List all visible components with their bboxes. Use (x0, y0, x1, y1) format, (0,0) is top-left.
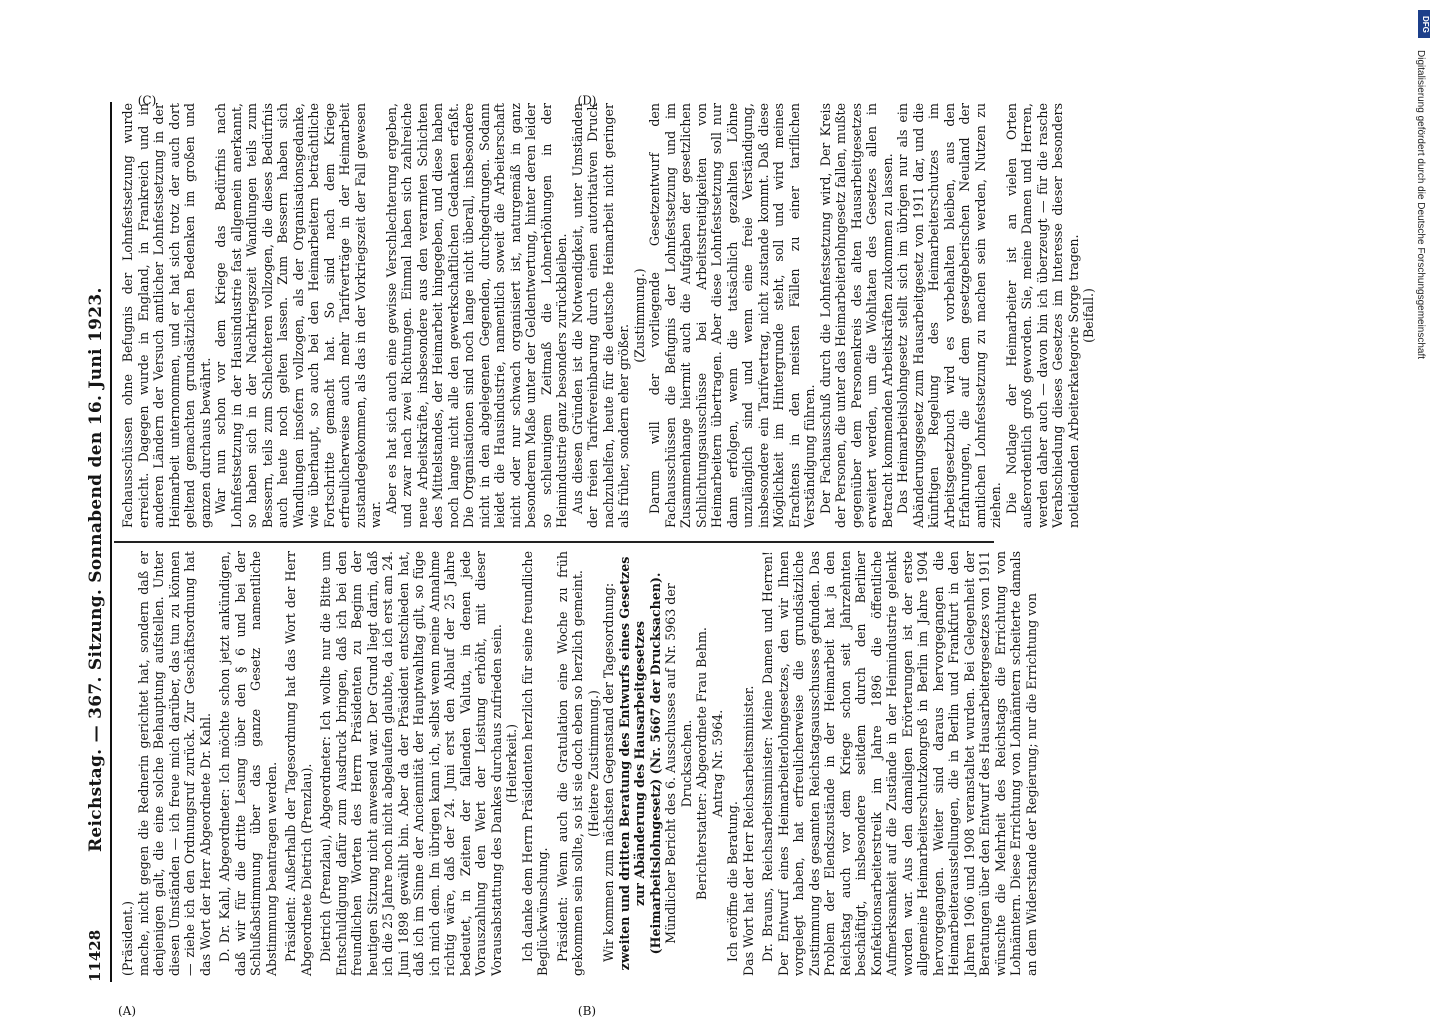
paragraph: Aus diesen Gründen ist die Notwendigkeit, unter Umständen der freien Tarifvereinbarung durch einen autoritativen Druck nachzuhelfen, heute für die deutsche Heimarbeit nicht geringer als früher, sondern eher größer. (569, 103, 631, 528)
paragraph: War nun schon vor dem Kriege das Bedürfnis nach Lohnfestsetzung in der Hausindustrie fast allgemein anerkannt, so haben sich in der Nachkriegszeit Wandlungen teils zum Bessern, teils zum Schlechteren vollzogen, die dieses Bedürfnis auch heute noch gelten lassen. Zum Bessern haben sich Wandlungen insofern vollzogen, als der Organisationsgedanke, wie überhaupt, so auch bei den Heimarbeitern beträchtliche Fortschritte gemacht hat. So sind nach dem Kriege erfreulicherweise auch mehr Tarifverträge in der Heimarbeit zustandegekommen, als das in der Vorkriegszeit der Fall gewesen war. (213, 103, 383, 528)
page-title: Reichstag. — 367. Sitzung. Sonnabend den 16. Juni 1923. (86, 287, 106, 852)
paragraph: D. Dr. Kahl, Abgeordneter: Ich möchte schon jetzt ankündigen, daß wir für die dritte Lesung über den § 6 und bei der Schlußabstimmung über das ganze Gesetz namentliche Abstimmung beantragen werden. (217, 551, 279, 976)
page-header (82, 102, 112, 982)
paragraph: Die Notlage der Heimarbeiter ist an vielen Orten außerordentlich groß geworden. Sie, meine Damen und Herren, werden daher auch — davon bin ich überzeugt — für die rasche Verabschiedung dieses Gesetzes im Interesse dieser besonders notleidenden Arbeiterkategorie Sorge tragen. (1003, 103, 1081, 528)
right-column (120, 103, 1097, 528)
reaction-note: (Heiterkeit.) (504, 724, 519, 803)
paragraph: Antrag Nr. 5964. (709, 709, 725, 818)
paragraph: Das Heimarbeitslohngesetz stellt sich im übrigen nur als ein Abänderungsgesetz zum Hausarbeitgesetz von 1911 dar, und die künftigen Regelung des Heimarbeiterschutzes im Arbeitsgesetzbuch wird es vorbehalten bleiben, aus den Erfahrungen, die auf dem gesetzgeberischen Neuland der amtlichen Lohnfestsetzung zu machen sein werden, Nutzen zu ziehen. (895, 103, 1003, 528)
paragraph: Das Wort hat der Herr Reichsarbeitsminister. (740, 685, 756, 976)
left-column (120, 551, 1039, 976)
paragraph: Wir kommen zum nächsten Gegenstand der Tagesordnung: (601, 582, 616, 962)
paragraph: Präsident: Wenn auch die Gratulation eine Woche zu früh gekommen sein sollte, so ist sie doch eben so herzlich gemeint. (554, 551, 585, 976)
paragraph: Darum will der vorliegende Gesetzentwurf den Fachausschüssen die Befugnis der Lohnfestsetzung und im Zusammenhange hiermit auch die Aufgaben der gesetzlichen Schlichtungsausschüsse bei Arbeitsstreitigkeiten von Heimarbeitern übertragen. Aber diese Lohnfestsetzung soll nur dann erfolgen, wenn die tatsächlich gezahlten Löhne unzulänglich sind und wenn eine freie Verständigung, insbesondere ein Tarifvertrag, nicht zustande kommt. Daß diese Möglichkeit im Hintergrunde steht, soll und wird meines Erachtens in den meisten Fällen zu einer tariflichen Verständigung führen. (647, 103, 817, 528)
margin-mark-d: (D) (577, 93, 597, 108)
paragraph: Dr. Brauns, Reichsarbeitsminister: Meine Damen und Herren! Der Entwurf eines Heimarbeiterlohngesetzes, den wir Ihnen vorgelegt haben, hat erfreulicherweise die grundsätzliche Zustimmung des gesamten Reichstagsausschusses gefunden. Das Problem der Elendszustände in der Heimarbeit hat ja den Reichstag auch vor dem Kriege schon seit Jahrzehnten beschäftigt, insbesondere seitdem durch den Berliner Konfektionsarbeiterstreik im Jahre 1896 die öffentliche Aufmerksamkeit auf die Zustände in der Heimindustrie gelenkt worden war. Aus den damaligen Erörterungen ist der erste allgemeine Heimarbeiterschutzkongreß in Berlin im Jahre 1904 hervorgegangen. Weiter sind daraus hervorgegangen die Heimarbeiterausstellungen, die in Berlin und Frankfurt in den Jahren 1906 und 1908 veranstaltet wurden. Bei Gelegenheit der Beratungen über den Entwurf des Hausarbeitergesetzes von 1911 wünschte die Mehrheit des Reichstags die Errichtung von Lohnämtern. Diese Errichtung von Lohnämtern scheiterte damals an dem Widerstande der Regierung; nur die Errichtung von (760, 551, 1039, 976)
digitization-credit (1412, 10, 1430, 990)
column-divider (114, 541, 994, 543)
document-page (80, 90, 1096, 1018)
credit-text: Digitalisierung gefördert durch die Deutsche Forschungsgemeinschaft (1415, 50, 1426, 360)
paragraph: Aber es hat sich auch eine gewisse Verschlechterung ergeben, und zwar nach zwei Richtungen. Einmal haben sich zahlreiche neue Arbeitskräfte, insbesondere aus den verarmten Schichten des Mittelstandes, der Heimarbeit hingegeben, und diese haben noch lange nicht alle den gewerkschaftlichen Gedanken erfaßt. Die Organisationen sind noch lange nicht überall, insbesondere nicht in den abgelegenen Gegenden, durchgedrungen. Sodann leidet die Hausindustrie, namentlich soweit die Arbeiterschaft nicht oder nur schwach organisiert ist, naturgemäß in ganz besonderem Maße unter der Geldentwertung, hinter deren leider so schleunigem Zeitmaß die Lohnerhöhungen in der Heimindustrie ganz besonders zurückbleiben. (383, 103, 569, 528)
paragraph: Ich eröffne die Beratung. (725, 801, 740, 962)
paragraph: mache, nicht gegen die Rednerin gerichtet hat, sondern daß er denjenigen galt, die eine solche Behauptung aufstellen. Unter diesen Umständen — ich freue mich darüber, das tun zu können — ziehe ich den Ordnungsruf zurück. Zur Geschäftsordnung hat das Wort der Herr Abgeordnete Dr. Kahl. (135, 551, 213, 976)
dfg-logo: DFG (1418, 10, 1430, 38)
paragraph: Ich danke dem Herrn Präsidenten herzlich für seine freundliche Beglückwünschung. (519, 551, 550, 976)
margin-mark-c: (C) (137, 93, 157, 108)
paragraph: Mündlicher Bericht des 6. Ausschusses auf Nr. 5963 der Drucksachen. (663, 583, 694, 944)
paragraph: Fachausschüssen ohne Befugnis der Lohnfestsetzung wurde erreicht. Dagegen wurde in England, in Frankreich und in anderen Ländern der Versuch amtlicher Lohnfestsetzung in der Heimarbeit unternommen, und er hat sich trotz der auch dort geltend gemachten grundsätzlichen Bedenken im großen und ganzen durchaus bewährt. (120, 103, 213, 528)
paragraph: Berichterstatter: Abgeordnete Frau Behm. (694, 627, 709, 900)
reaction-note: (Zustimmung.) (631, 268, 647, 363)
paragraph: Dietrich (Prenzlau), Abgeordneter: Ich wollte nur die Bitte um Entschuldigung dafür zum Ausdruck bringen, daß ich bei den freundlichen Worten des Herrn Präsidenten zu Beginn der heutigen Sitzung nicht anwesend war. Der Grund liegt darin, daß ich die 25 Jahre noch nicht abgelaufen glaubte, da ich erst am 24. Juni 1898 gewählt bin. Aber da der Präsident entschieden hat, daß ich im Sinne der Anciennität der Hauptwahltag gilt, so füge ich mich dem. Im übrigen kann ich, selbst wenn meine Annahme richtig wäre, daß der 24. Juni erst den Ablauf der 25 Jahre bedeutet, in Zeiten der fallenden Valuta, in denen jede Vorauszahlung den Wert der Leistung erhöht, mit dieser Vorausabstattung des Dankes durchaus zufrieden sein. (318, 551, 504, 976)
reaction-note: (Heitere Zustimmung.) (585, 690, 601, 837)
margin-mark-a: (A) (117, 1003, 137, 1018)
page-number: 11428 (86, 929, 104, 982)
paragraph: Der Fachausschuß durch die Lohnfestsetzung wird, Der Kreis der Personen, die unter das Heimarbeiterlohngesetz fallen, mußte gegenüber dem Personenkreis des alten Hausarbeitgesetzes erweitert werden, um die Wohltaten des Gesetzes allen in Betracht kommenden Arbeitskräften zukommen zu lassen. (817, 103, 895, 528)
paragraph: Präsident: Außerhalb der Tagesordnung hat das Wort der Herr Abgeordnete Dietrich (Prenzlau). (283, 551, 314, 976)
reaction-note: (Beifall.) (1081, 288, 1096, 343)
margin-mark-b: (B) (577, 1003, 597, 1018)
speaker-note: (Präsident.) (120, 900, 135, 976)
agenda-item: zweiten und dritten Beratung des Entwurfs eines Gesetzes zur Abänderung des Hausarbeitgesetzes (Heimarbeitslohngesetz) (Nr. 5667 der Drucksachen). (616, 556, 663, 971)
